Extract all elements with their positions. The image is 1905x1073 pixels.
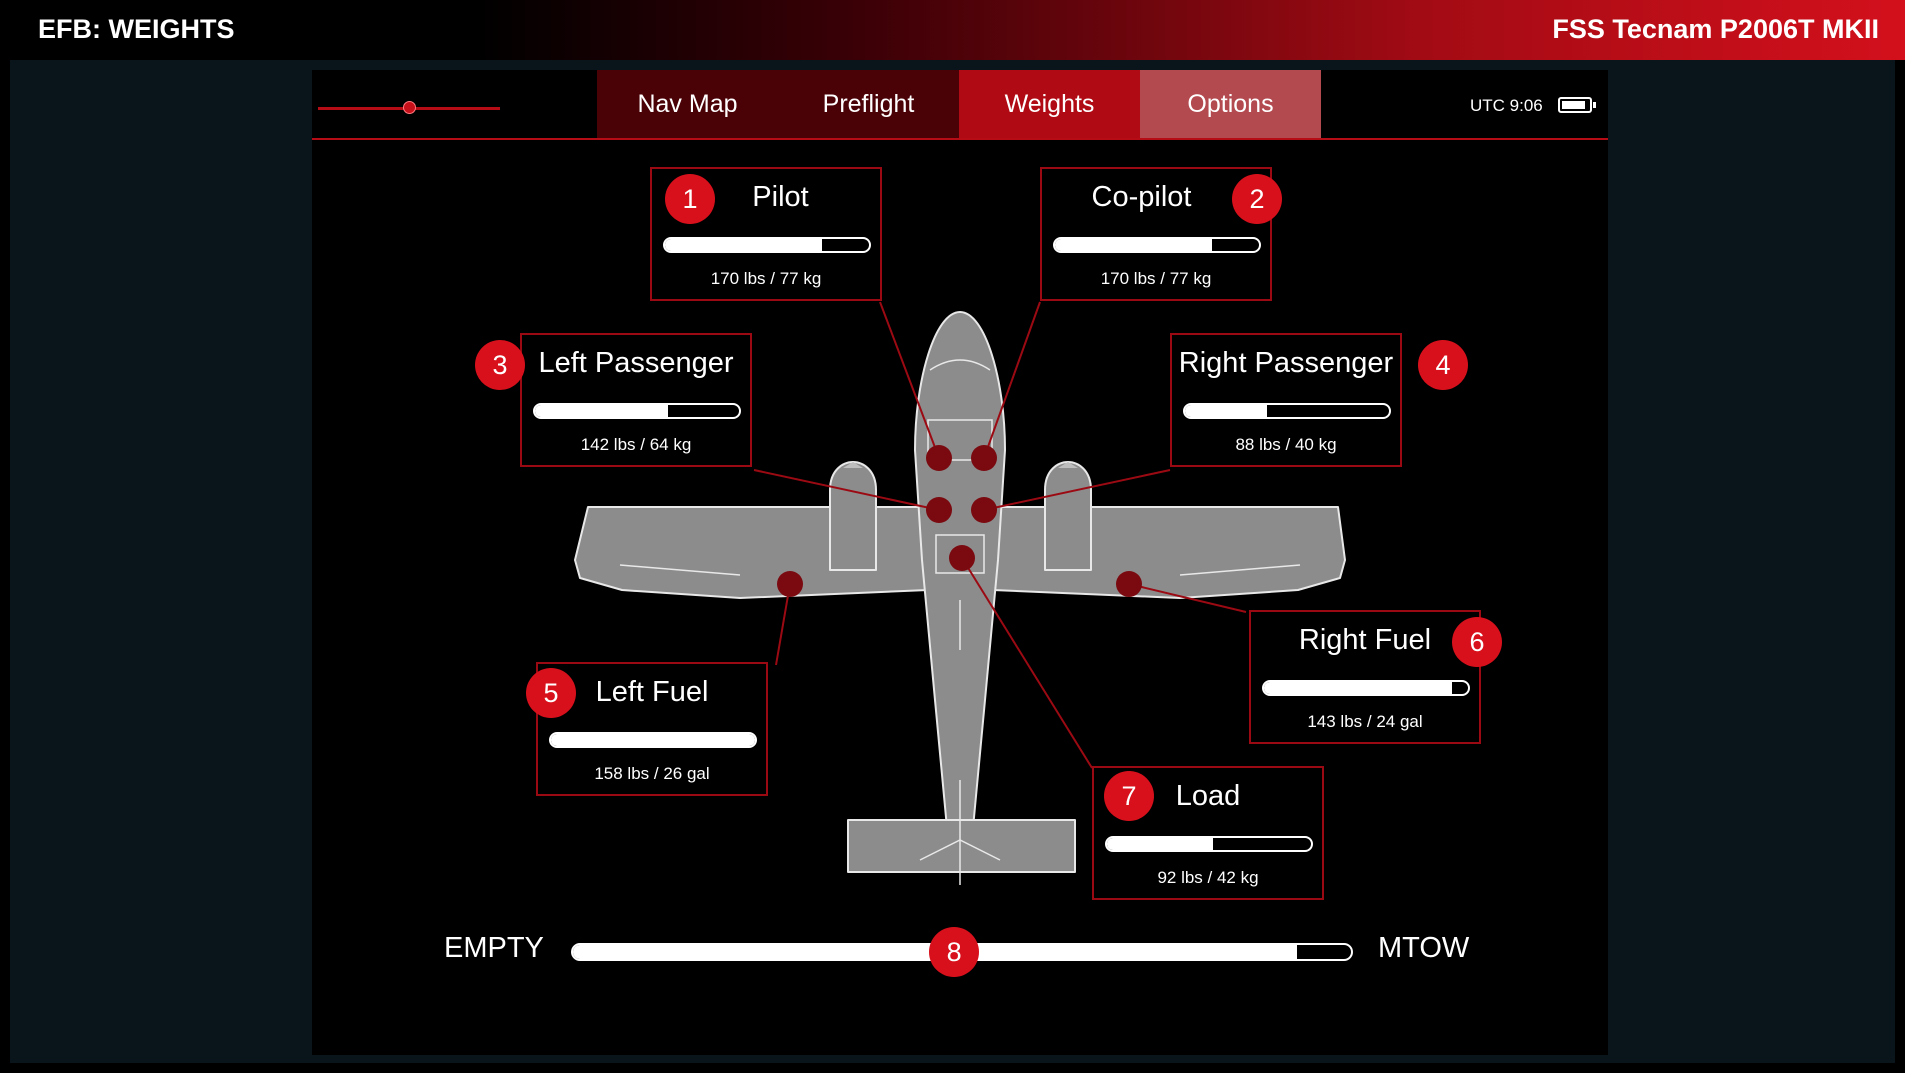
station-badge: 4 [1418, 340, 1468, 390]
weight-slider[interactable] [1053, 237, 1261, 253]
weight-slider[interactable] [663, 237, 871, 253]
weight-slider-fill [1185, 405, 1267, 417]
mtow-label: MTOW [1378, 932, 1470, 964]
station-badge: 2 [1232, 174, 1282, 224]
tab-nav-map[interactable]: Nav Map [597, 70, 778, 138]
station-value: 92 lbs / 42 kg [1157, 868, 1259, 887]
station-value: 170 lbs / 77 kg [1100, 269, 1212, 288]
station-value: 88 lbs / 40 kg [1235, 435, 1337, 454]
weight-slider[interactable] [533, 403, 741, 419]
weight-slider[interactable] [1105, 836, 1313, 852]
station-label: Left Fuel [595, 676, 709, 708]
station-label: Right Fuel [1298, 624, 1432, 656]
station-label: Pilot [752, 181, 809, 213]
station-value: 170 lbs / 77 kg [710, 269, 822, 288]
page-title: EFB: WEIGHTS [38, 14, 235, 44]
station-badge: 1 [665, 174, 715, 224]
station-marker-copilot [971, 445, 997, 471]
station-marker-left-fuel [777, 571, 803, 597]
station-label: Right Passenger [1178, 347, 1394, 379]
weight-slider[interactable] [549, 732, 757, 748]
tab-preflight[interactable]: Preflight [778, 70, 959, 138]
station-marker-right-passenger [971, 497, 997, 523]
weight-slider[interactable] [1183, 403, 1391, 419]
weight-slider-fill [535, 405, 668, 417]
weight-slider-fill [1107, 838, 1213, 850]
weight-slider[interactable] [1262, 680, 1470, 696]
tab-options[interactable]: Options [1140, 70, 1321, 138]
station-label: Load [1175, 780, 1241, 812]
station-marker-right-fuel [1116, 571, 1142, 597]
station-card-right-fuel[interactable] [1249, 610, 1481, 744]
utc-clock: UTC 9:06 [1470, 96, 1543, 115]
station-card-right-passenger[interactable] [1170, 333, 1402, 467]
station-badge: 3 [475, 340, 525, 390]
station-badge: 7 [1104, 771, 1154, 821]
weight-slider-fill [1055, 239, 1212, 251]
weight-slider-fill [1264, 682, 1452, 694]
weight-slider-fill [551, 734, 755, 746]
station-marker-left-passenger [926, 497, 952, 523]
total-weight-badge[interactable]: 8 [929, 927, 979, 977]
station-card-left-passenger[interactable] [520, 333, 752, 467]
station-badge: 5 [526, 668, 576, 718]
station-label: Left Passenger [538, 347, 734, 379]
tab-weights[interactable]: Weights [959, 70, 1140, 138]
station-label: Co-pilot [1091, 181, 1192, 213]
station-value: 143 lbs / 24 gal [1307, 712, 1423, 731]
station-value: 142 lbs / 64 kg [580, 435, 692, 454]
station-marker-load [949, 545, 975, 571]
aircraft-name: FSS Tecnam P2006T MKII [1552, 14, 1879, 44]
station-marker-pilot [926, 445, 952, 471]
station-value: 158 lbs / 26 gal [594, 764, 710, 783]
station-badge: 6 [1452, 617, 1502, 667]
empty-label: EMPTY [444, 932, 544, 964]
weight-slider-fill [665, 239, 822, 251]
